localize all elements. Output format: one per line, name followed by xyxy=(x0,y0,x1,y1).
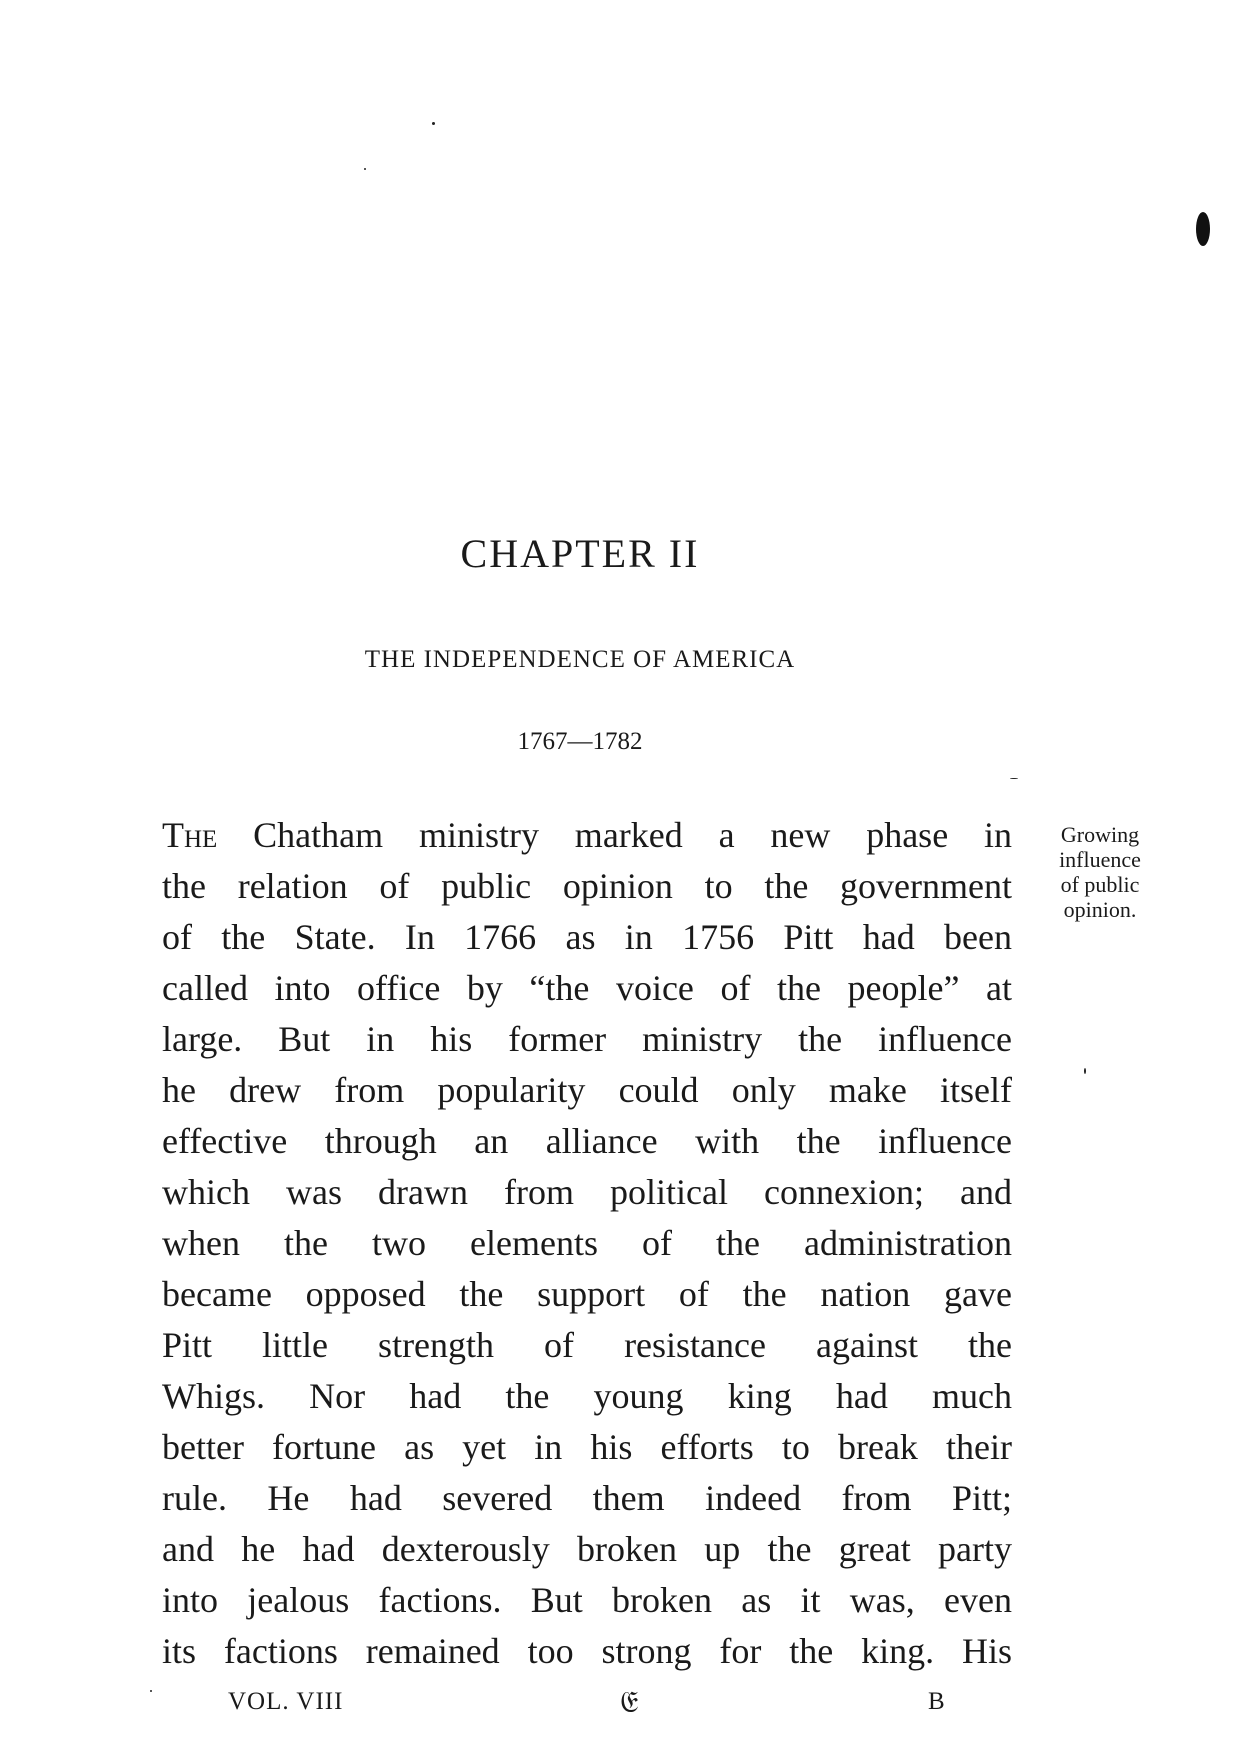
body-line: its factions remained too strong for the king. His xyxy=(162,1631,1012,1671)
body-line: the relation of public opinion to the government xyxy=(162,866,1012,906)
body-line: effective through an alliance with the influence xyxy=(162,1121,1012,1161)
body-line: he drew from popularity could only make itself xyxy=(162,1070,1012,1110)
signature-letter: B xyxy=(928,1688,945,1715)
ink-speck xyxy=(432,122,435,125)
margin-note xyxy=(1030,822,1170,922)
body-line-1 xyxy=(162,810,1012,861)
margin-note-line: influence xyxy=(1059,847,1141,872)
ink-speck xyxy=(1084,1068,1086,1074)
body-line: became opposed the support of the nation gave xyxy=(162,1274,1012,1314)
ink-blot xyxy=(1196,212,1210,246)
chapter-subtitle: THE INDEPENDENCE OF AMERICA xyxy=(364,646,796,673)
margin-note-line: Growing xyxy=(1060,822,1140,847)
body-line: of the State. In 1766 as in 1756 Pitt had been xyxy=(162,917,1012,957)
body-line: called into office by “the voice of the people” at xyxy=(162,968,1012,1008)
body-line: Pitt little strength of resistance against the xyxy=(162,1325,1012,1365)
body-line: large. But in his former ministry the influence xyxy=(162,1019,1012,1059)
volume-label: VOL. VIII xyxy=(228,1688,344,1715)
body-paragraph xyxy=(162,810,1012,1677)
page-footer xyxy=(0,1688,1251,1728)
body-line: Whigs. Nor had the young king had much xyxy=(162,1376,1012,1416)
ink-speck xyxy=(1010,778,1018,779)
margin-note-line: opinion. xyxy=(1063,897,1137,922)
body-line: better fortune as yet in his efforts to break their xyxy=(162,1427,1012,1467)
body-line: rule. He had severed them indeed from Pitt; xyxy=(162,1478,1012,1518)
body-line: and he had dexterously broken up the great party xyxy=(162,1529,1012,1569)
signature-mark: 𝔈 xyxy=(620,1686,639,1719)
ink-speck xyxy=(364,168,366,170)
first-line-rest: Chatham ministry marked a new phase in xyxy=(253,815,1013,855)
body-line: when the two elements of the administration xyxy=(162,1223,1012,1263)
margin-note-line: of public xyxy=(1060,872,1140,897)
body-line: which was drawn from political connexion; and xyxy=(162,1172,1012,1212)
body-line: into jealous factions. But broken as it was, even xyxy=(162,1580,1012,1620)
drop-word: The xyxy=(162,815,218,855)
ink-speck xyxy=(150,1690,152,1692)
chapter-dates: 1767—1782 xyxy=(517,728,643,755)
chapter-title: CHAPTER II xyxy=(460,531,700,576)
